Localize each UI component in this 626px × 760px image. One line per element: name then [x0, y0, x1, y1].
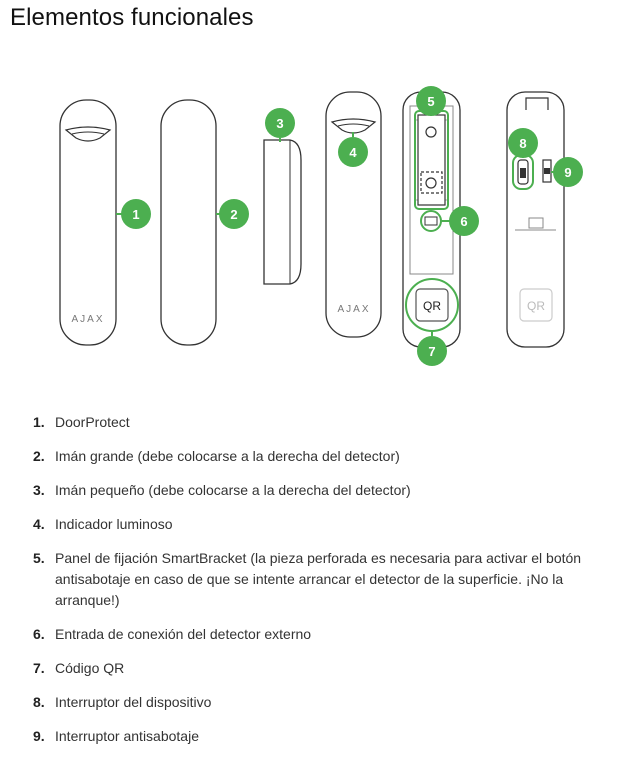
- list-item-number: 7.: [33, 660, 45, 676]
- brand-logo-2: AJAX: [337, 304, 371, 315]
- page-title: Elementos funcionales: [10, 4, 254, 31]
- device-diagram: [0, 80, 626, 380]
- svg-text:6: 6: [460, 214, 468, 229]
- device-diagram-svg: [0, 80, 626, 380]
- list-item-text: Imán grande (debe colocarse a la derecha del detector): [55, 448, 400, 464]
- qr-code-label: QR: [423, 299, 441, 313]
- callout-4: [338, 137, 368, 167]
- callout-7: [417, 336, 447, 366]
- list-item-number: 1.: [33, 414, 45, 430]
- svg-text:3: 3: [276, 116, 284, 131]
- list-item-text: Interruptor del dispositivo: [55, 694, 212, 710]
- list-item: [33, 514, 613, 535]
- list-item-text: Código QR: [55, 660, 125, 676]
- detector-front-device: [60, 100, 116, 345]
- list-item: [33, 480, 613, 501]
- list-item-number: 5.: [33, 550, 45, 566]
- list-item-number: 2.: [33, 448, 45, 464]
- svg-text:2: 2: [230, 207, 238, 222]
- list-item-text: Interruptor antisabotaje: [55, 728, 199, 744]
- callout-9: [553, 157, 583, 187]
- callout-2: [219, 199, 249, 229]
- list-item-text: Indicador luminoso: [55, 516, 173, 532]
- list-item-text: Entrada de conexión del detector externo: [55, 626, 312, 642]
- brand-logo-1: AJAX: [71, 314, 105, 325]
- small-magnet-device: [264, 140, 301, 284]
- list-item-text: Imán pequeño (debe colocarse a la derecha del detector): [55, 482, 411, 498]
- qr-code-label-faded: QR: [527, 299, 545, 313]
- svg-text:5: 5: [427, 94, 435, 109]
- list-item-number: 8.: [33, 694, 45, 710]
- list-item-text: Panel de fijación SmartBracket (la pieza perforada es necesaria para activar el botón antisabotaje en caso de que se intente arrancar el detector de la superficie. ¡No la arranque!): [55, 550, 582, 608]
- list-item-number: 6.: [33, 626, 45, 642]
- list-item-number: 9.: [33, 728, 45, 744]
- callout-1: [121, 199, 151, 229]
- list-item: [33, 446, 613, 467]
- svg-text:8: 8: [519, 136, 527, 151]
- list-item: [33, 412, 613, 433]
- detector-front-led-device: [326, 92, 381, 337]
- svg-text:7: 7: [428, 344, 436, 359]
- list-item-text: DoorProtect: [55, 414, 130, 430]
- list-item: [33, 624, 613, 645]
- callout-8: [508, 128, 538, 158]
- list-item: [33, 726, 613, 747]
- svg-text:4: 4: [349, 145, 357, 160]
- callout-5: [416, 86, 446, 116]
- callout-6: [449, 206, 479, 236]
- list-item-number: 3.: [33, 482, 45, 498]
- list-item: [33, 692, 613, 713]
- large-magnet-device: [161, 100, 216, 345]
- list-item-number: 4.: [33, 516, 45, 532]
- svg-text:9: 9: [564, 165, 572, 180]
- svg-text:1: 1: [132, 207, 140, 222]
- callout-3: [265, 108, 295, 138]
- elements-list: [33, 412, 613, 747]
- list-item: [33, 548, 613, 611]
- list-item: [33, 658, 613, 679]
